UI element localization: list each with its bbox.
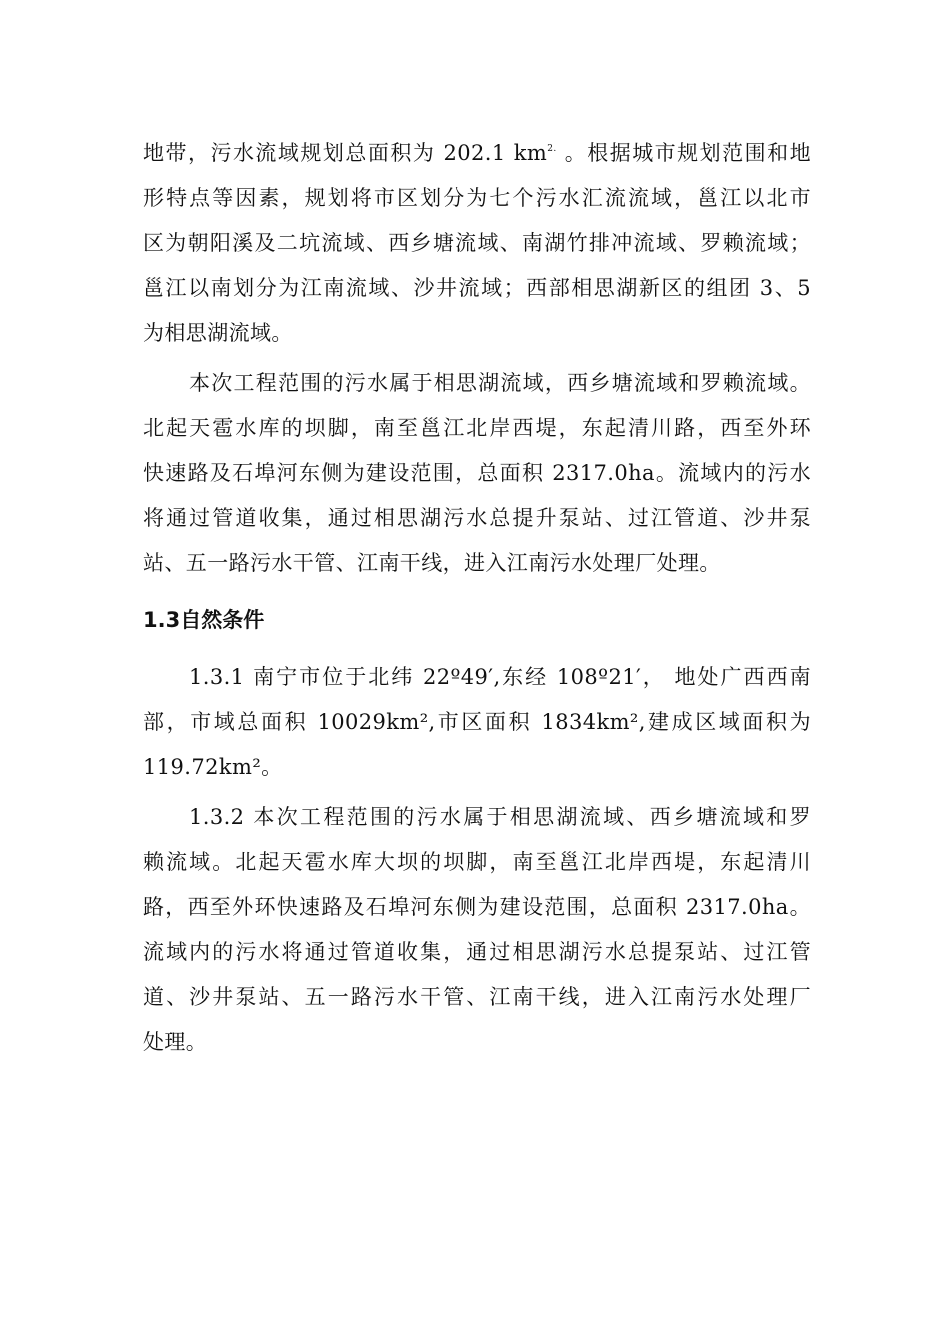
text-line: 路，西至外环快速路及石埠河东侧为建设范围，总面积 2317.0ha。 — [143, 895, 811, 919]
text-line: 119.72km²。 — [143, 755, 283, 779]
text-line: 1.3.2 本次工程范围的污水属于相思湖流域、西乡塘流域和罗 — [189, 805, 811, 829]
text-line: 区为朝阳溪及二坑流域、西乡塘流域、南湖竹排冲流域、罗赖流域； — [143, 231, 811, 255]
text-line: 处理。 — [143, 1030, 208, 1054]
text-line: 形特点等因素，规划将市区划分为七个污水汇流流域，邕江以北市 — [143, 186, 811, 210]
superscript: 2. — [547, 144, 557, 154]
text-line: 流域内的污水将通过管道收集，通过相思湖污水总提泵站、过江管 — [143, 940, 811, 964]
text-line: 北起天雹水库的坝脚，南至邕江北岸西堤，东起清川路，西至外环 — [143, 416, 811, 440]
text-line: 道、沙井泵站、五一路污水干管、江南干线，进入江南污水处理厂 — [143, 985, 811, 1009]
text-line: 快速路及石埠河东侧为建设范围，总面积 2317.0ha。流域内的污水 — [143, 461, 811, 485]
paragraph-project-scope — [143, 361, 811, 586]
document-body — [143, 131, 811, 1065]
text-line: 1.3.1 南宁市位于北纬 22º49′,东经 108º21′， 地处广西西南 — [189, 665, 811, 689]
paragraph-scope-detail — [143, 795, 811, 1065]
text-line: 邕江以南划分为江南流域、沙井流域；西部相思湖新区的组团 3、5 — [143, 276, 811, 300]
text-run: 。根据城市规划范围和地 — [556, 141, 811, 165]
text-line — [143, 131, 811, 176]
text-line: 本次工程范围的污水属于相思湖流域，西乡塘流域和罗赖流域。 — [189, 371, 811, 395]
paragraph-basin-planning — [143, 131, 811, 356]
text-line: 将通过管道收集，通过相思湖污水总提升泵站、过江管道、沙井泵 — [143, 506, 811, 530]
text-line: 为相思湖流域。 — [143, 321, 293, 345]
text-line: 部，市域总面积 10029km²,市区面积 1834km²,建成区域面积为 — [143, 710, 811, 734]
text-line: 赖流域。北起天雹水库大坝的坝脚，南至邕江北岸西堤，东起清川 — [143, 850, 811, 874]
section-heading: 1.3自然条件 — [143, 608, 265, 632]
paragraph-location — [143, 655, 811, 790]
text-line: 站、五一路污水干管、江南干线，进入江南污水处理厂处理。 — [143, 551, 721, 575]
text-run: 地带，污水流域规划总面积为 202.1 km — [143, 141, 548, 165]
